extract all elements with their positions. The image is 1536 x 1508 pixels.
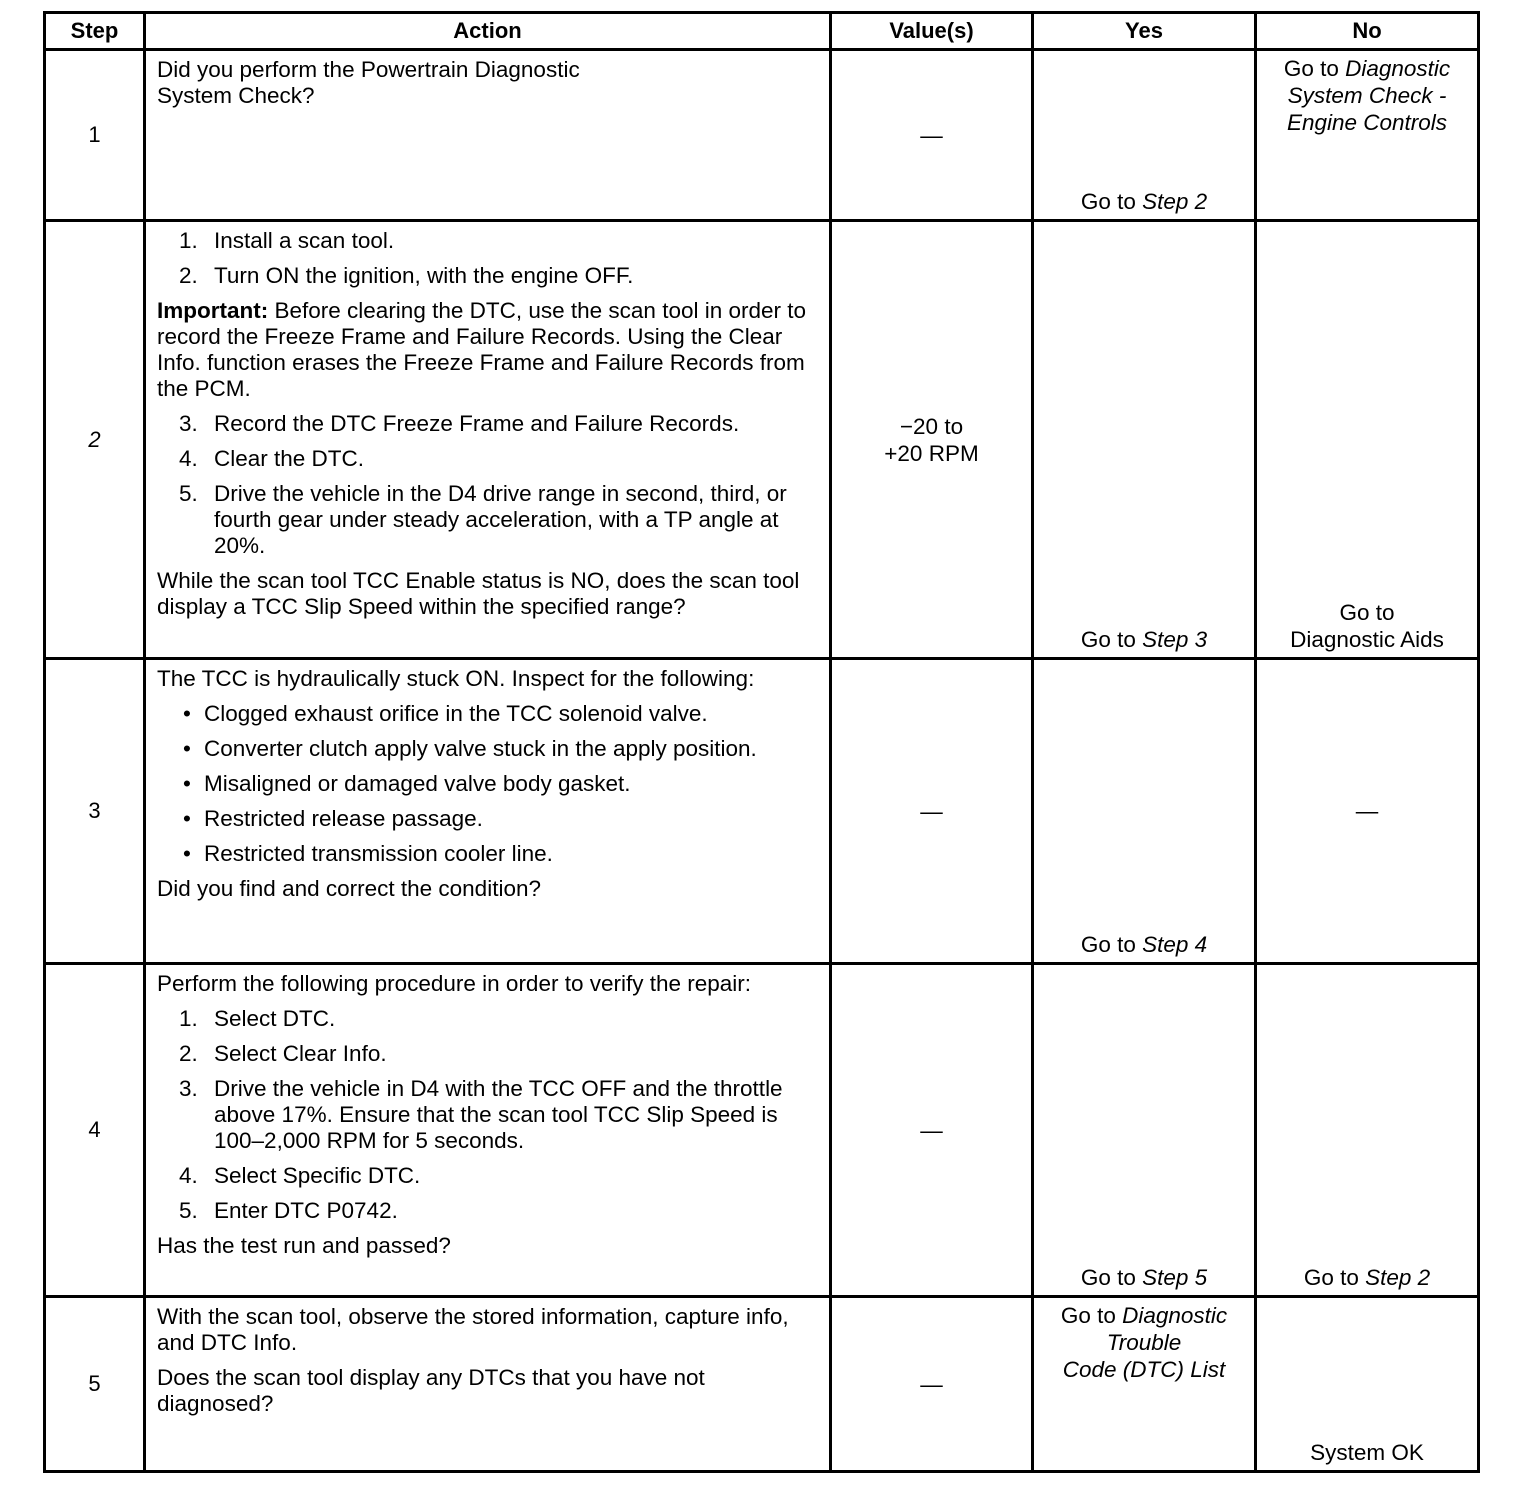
no-prefix: Go to [1303, 1265, 1359, 1290]
header-values: Value(s) [831, 13, 1033, 50]
list-item: 5. Drive the vehicle in the D4 drive range in second, third, or fourth gear under steady acceleration, with a TP angle at 20%. [179, 481, 787, 558]
yes-prefix: Go to [1080, 932, 1136, 957]
step-list [157, 411, 819, 559]
diagnostic-table-page [43, 11, 1477, 1473]
action-question: Did you find and correct the condition? [157, 876, 541, 901]
no-line: Diagnostic Aids [1290, 627, 1444, 652]
yes-prefix: Go to [1080, 627, 1136, 652]
action-question: Does the scan tool display any DTCs that you have not diagnosed? [157, 1365, 705, 1416]
yes-target: Code (DTC) List [1062, 1357, 1226, 1382]
important-label: Important: [157, 298, 269, 323]
action-cell [145, 221, 831, 659]
header-no: No [1256, 13, 1479, 50]
step-list [157, 228, 819, 289]
yes-prefix: Go to [1080, 1265, 1136, 1290]
action-question: Has the test run and passed? [157, 1233, 451, 1258]
no-cell [1256, 659, 1479, 964]
step-list [157, 1006, 819, 1224]
yes-target: Diagnostic [1122, 1303, 1228, 1328]
bullet-list [157, 701, 819, 867]
yes-target: Step 5 [1142, 1265, 1208, 1290]
yes-prefix: Go to [1060, 1303, 1116, 1328]
yes-target: Step 4 [1142, 932, 1208, 957]
action-intro: The TCC is hydraulically stuck ON. Inspect for the following: [157, 666, 755, 691]
action-cell [145, 1297, 831, 1472]
yes-cell [1033, 964, 1256, 1297]
action-cell [145, 964, 831, 1297]
header-yes: Yes [1033, 13, 1256, 50]
list-item: 2. Select Clear Info. [179, 1041, 387, 1066]
value-line: −20 to [899, 413, 964, 439]
yes-link[interactable] [1034, 626, 1254, 653]
header-step: Step [45, 13, 145, 50]
table-row-step-1 [45, 50, 1479, 221]
no-value: System OK [1310, 1440, 1424, 1465]
important-note [157, 298, 819, 402]
list-item: • Misaligned or damaged valve body gasket. [183, 771, 631, 796]
yes-cell [1033, 50, 1256, 221]
yes-prefix: Go to [1080, 189, 1136, 214]
action-cell [145, 50, 831, 221]
yes-target: Trouble [1106, 1330, 1182, 1355]
step-number: 2 [45, 221, 145, 659]
no-target: Step 2 [1365, 1265, 1431, 1290]
action-cell [145, 659, 831, 964]
action-intro: Perform the following procedure in order to verify the repair: [157, 971, 752, 996]
list-item: 4. Clear the DTC. [179, 446, 365, 471]
no-line: Go to [1339, 600, 1395, 625]
list-item: 5. Enter DTC P0742. [179, 1198, 398, 1223]
list-item: 3. Record the DTC Freeze Frame and Failure Records. [179, 411, 740, 436]
no-link[interactable] [1257, 599, 1477, 653]
action-paragraph: With the scan tool, observe the stored information, capture info, and DTC Info. [157, 1304, 789, 1355]
action-question: Did you perform the Powertrain Diagnostic System Check? [157, 57, 580, 108]
diagnostic-table [43, 11, 1480, 1473]
important-text: Before clearing the DTC, use the scan tool in order to record the Freeze Frame and Failure Records. Using the Clear Info. function erases the Freeze Frame and Failure Records from the PCM. [157, 298, 807, 401]
list-item: • Converter clutch apply valve stuck in the apply position. [183, 736, 757, 761]
no-prefix: Go to [1283, 56, 1339, 81]
value-cell: — [831, 1297, 1033, 1472]
list-item: 1. Select DTC. [179, 1006, 336, 1031]
yes-link[interactable] [1034, 1264, 1254, 1291]
value-line: +20 RPM [884, 440, 979, 466]
list-item: 4. Select Specific DTC. [179, 1163, 421, 1188]
no-target: Diagnostic System Check - Engine Controls [1286, 56, 1451, 135]
value-cell: — [831, 964, 1033, 1297]
table-row-step-3 [45, 659, 1479, 964]
no-cell [1256, 964, 1479, 1297]
yes-cell [1033, 659, 1256, 964]
table-row-step-4 [45, 964, 1479, 1297]
yes-cell [1033, 221, 1256, 659]
list-item: • Restricted release passage. [183, 806, 483, 831]
yes-link[interactable] [1034, 931, 1254, 958]
step-number: 5 [45, 1297, 145, 1472]
yes-link[interactable] [1034, 188, 1254, 215]
step-number: 4 [45, 964, 145, 1297]
table-row-step-2 [45, 221, 1479, 659]
yes-target: Step 2 [1142, 189, 1208, 214]
step-number: 3 [45, 659, 145, 964]
step-number: 1 [45, 50, 145, 221]
no-cell [1256, 221, 1479, 659]
list-item: 3. Drive the vehicle in D4 with the TCC OFF and the throttle above 17%. Ensure that the scan tool TCC Slip Speed is 100–2,000 RPM for 5 seconds. [179, 1076, 783, 1153]
no-link[interactable] [1257, 55, 1477, 136]
list-item: 2. Turn ON the ignition, with the engine OFF. [179, 263, 634, 288]
table-row-step-5 [45, 1297, 1479, 1472]
header-row [45, 13, 1479, 50]
list-item: 1. Install a scan tool. [179, 228, 395, 253]
yes-cell [1033, 1297, 1256, 1472]
action-question: While the scan tool TCC Enable status is NO, does the scan tool display a TCC Slip Speed within the specified range? [157, 568, 800, 619]
value-cell: — [831, 50, 1033, 221]
yes-link[interactable] [1034, 1302, 1254, 1383]
no-value: — [1355, 798, 1379, 824]
value-cell: — [831, 659, 1033, 964]
list-item: • Clogged exhaust orifice in the TCC solenoid valve. [183, 701, 708, 726]
list-item: • Restricted transmission cooler line. [183, 841, 553, 866]
no-cell [1256, 50, 1479, 221]
no-cell [1256, 1297, 1479, 1472]
value-cell [831, 221, 1033, 659]
no-link[interactable] [1257, 1264, 1477, 1291]
yes-target: Step 3 [1142, 627, 1208, 652]
header-action: Action [145, 13, 831, 50]
